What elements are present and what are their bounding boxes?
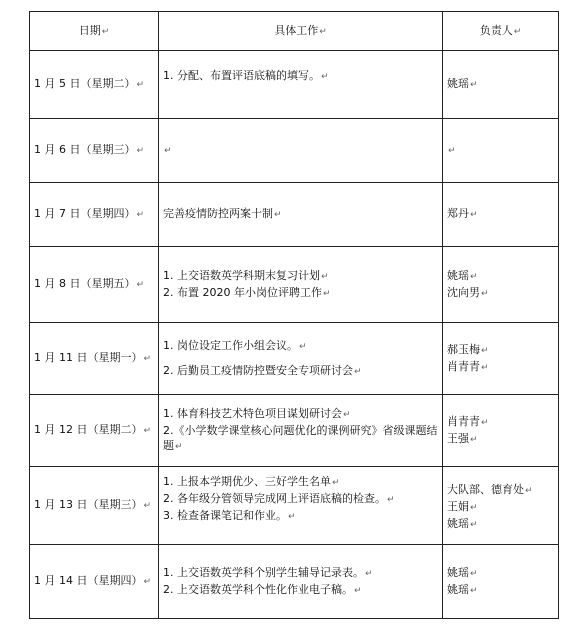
header-row [30,12,559,51]
work-cell [159,467,443,545]
work-cell [159,119,443,183]
empty-mark: ↵ [448,146,456,156]
work-item: 2. 布置 2020 年小岗位评聘工作↵ [163,285,331,299]
table-row [30,467,559,545]
date-cell: 1 月 12 日（星期二）↵ [30,395,159,467]
owner-name: 姚瑶↵ [447,517,478,530]
work-item: 1. 体育科技艺术特色项目谋划研讨会↵ [163,407,351,420]
date-cell: 1 月 6 日（星期三）↵ [30,119,159,183]
work-item: 2.《小学数学课堂核心问题优化的课例研究》省级课题结题↵ [163,424,438,452]
table-row [30,395,559,467]
owner-name: 郑丹↵ [447,207,478,220]
work-item: 1. 岗位设定工作小组会议。↵ [163,338,307,352]
header-work: 具体工作↵ [159,12,443,51]
date-cell: 1 月 8 日（星期五）↵ [30,247,159,323]
owner-cell [443,545,559,619]
date-cell: 1 月 7 日（星期四）↵ [30,183,159,247]
schedule-table [29,11,559,619]
table-body [30,51,559,619]
table-row [30,119,559,183]
work-item: 2. 上交语数英学科个性化作业电子稿。↵ [163,582,362,596]
work-item: 1. 上交语数英学科期末复习计划↵ [163,268,329,282]
owner-cell [443,395,559,467]
table-row [30,51,559,119]
date-cell: 1 月 13 日（星期三）↵ [30,467,159,545]
work-item: 1. 上交语数英学科个别学生辅导记录表。↵ [163,565,373,579]
date-cell: 1 月 5 日（星期二）↵ [30,51,159,119]
work-cell [159,247,443,323]
table-row [30,545,559,619]
work-item: 2. 后勤员工疫情防控暨安全专项研讨会↵ [163,363,362,377]
work-item: 1. 上报本学期优少、三好学生名单↵ [163,475,340,488]
table-row [30,247,559,323]
owner-name: 郝玉梅↵ [447,342,489,356]
work-item: 3. 检查备课笔记和作业。↵ [163,509,296,522]
table-row [30,183,559,247]
table-row [30,323,559,395]
work-item: 2. 各年级分管领导完成网上评语底稿的检查。↵ [163,492,395,505]
owner-name: 王娟↵ [447,500,478,513]
owner-name: 肖青青↵ [447,359,489,373]
work-cell [159,51,443,119]
work-item: 完善疫情防控两案十制↵ [163,207,282,220]
owner-cell [443,119,559,183]
owner-cell [443,247,559,323]
work-cell [159,323,443,395]
owner-name: 姚瑶↵ [447,565,478,579]
work-cell [159,395,443,467]
work-cell [159,545,443,619]
owner-name: 姚瑶↵ [447,582,478,596]
header-owner: 负责人↵ [443,12,559,51]
date-cell: 1 月 14 日（星期四）↵ [30,545,159,619]
owner-name: 沈向男↵ [447,285,489,299]
work-item: 1. 分配、布置评语底稿的填写。↵ [163,69,329,82]
date-cell: 1 月 11 日（星期一）↵ [30,323,159,395]
owner-cell [443,467,559,545]
work-cell [159,183,443,247]
owner-name: 王强↵ [447,431,478,445]
owner-cell [443,183,559,247]
owner-name: 大队部、德育处↵ [447,483,533,496]
table-header [30,12,559,51]
empty-mark: ↵ [164,146,172,156]
owner-name: 肖青青↵ [447,414,489,428]
owner-cell [443,51,559,119]
owner-name: 姚瑶↵ [447,77,478,90]
owner-name: 姚瑶↵ [447,268,478,282]
owner-cell [443,323,559,395]
header-date: 日期↵ [30,12,159,51]
